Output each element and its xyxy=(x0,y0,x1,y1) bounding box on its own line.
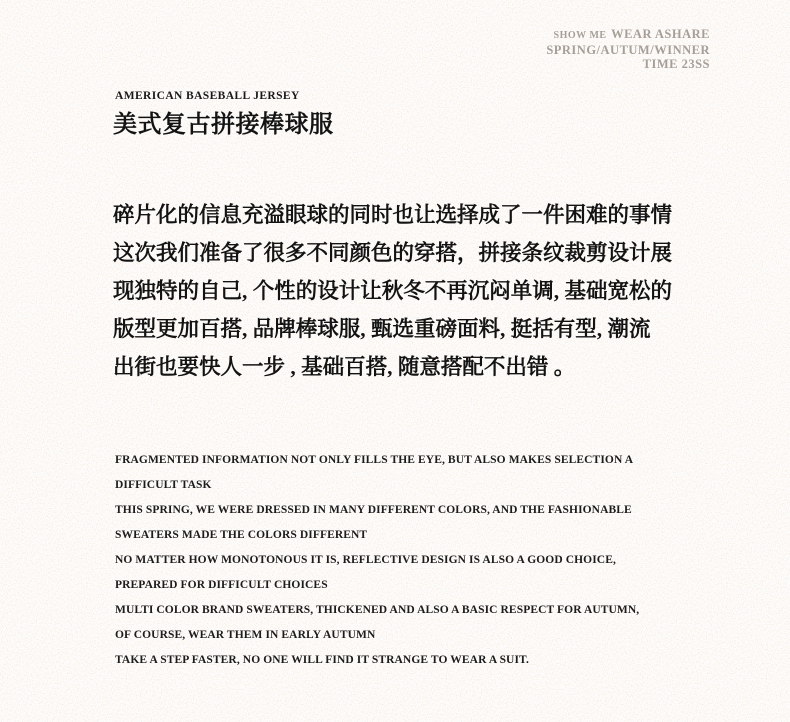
description-line-cn: 现独特的自己, 个性的设计让秋冬不再沉闷单调, 基础宽松的 xyxy=(113,279,673,303)
watermark-season-line: SPRING/AUTUM/WINNER xyxy=(546,43,710,57)
description-line-cn: 这次我们准备了很多不同颜色的穿搭，拼接条纹裁剪设计展 xyxy=(113,241,673,265)
description-line-en: PREPARED FOR DIFFICULT CHOICES xyxy=(115,579,328,591)
description-line-en: TAKE A STEP FASTER, NO ONE WILL FIND IT STRANGE TO WEAR A SUIT. xyxy=(115,654,529,666)
description-line-cn: 版型更加百搭, 品牌棒球服, 甄选重磅面料, 挺括有型, 潮流 xyxy=(113,317,651,341)
description-line-en: THIS SPRING, WE WERE DRESSED IN MANY DIFFERENT COLORS, AND THE FASHIONABLE xyxy=(115,504,632,516)
description-paragraph-cn xyxy=(113,196,713,386)
watermark-time-line: TIME 23SS xyxy=(642,57,710,71)
description-line-en: MULTI COLOR BRAND SWEATERS, THICKENED AND ALSO A BASIC RESPECT FOR AUTUMN, xyxy=(115,604,640,616)
season-watermark xyxy=(546,27,710,71)
watermark-show-me-label: SHOW ME xyxy=(553,30,607,41)
watermark-wear-ashare-label: WEAR ASHARE xyxy=(611,27,710,41)
category-label: AMERICAN BASEBALL JERSEY xyxy=(115,90,300,102)
description-line-en: OF COURSE, WEAR THEM IN EARLY AUTUMN xyxy=(115,629,376,641)
description-line-en: SWEATERS MADE THE COLORS DIFFERENT xyxy=(115,529,368,541)
description-line-cn: 碎片化的信息充溢眼球的同时也让选择成了一件困难的事情 xyxy=(113,203,673,227)
description-line-en: DIFFICULT TASK xyxy=(115,479,212,491)
description-line-en: NO MATTER HOW MONOTONOUS IT IS, REFLECTIVE DESIGN IS ALSO A GOOD CHOICE, xyxy=(115,554,616,566)
description-line-en: FRAGMENTED INFORMATION NOT ONLY FILLS THE EYE, BUT ALSO MAKES SELECTION A xyxy=(115,454,634,466)
product-title: 美式复古拼接棒球服 xyxy=(113,112,334,138)
watermark-brand-line xyxy=(546,27,710,43)
description-line-cn: 出街也要快人一步 , 基础百搭, 随意搭配不出错 。 xyxy=(113,355,576,379)
description-paragraph-en xyxy=(115,448,675,673)
